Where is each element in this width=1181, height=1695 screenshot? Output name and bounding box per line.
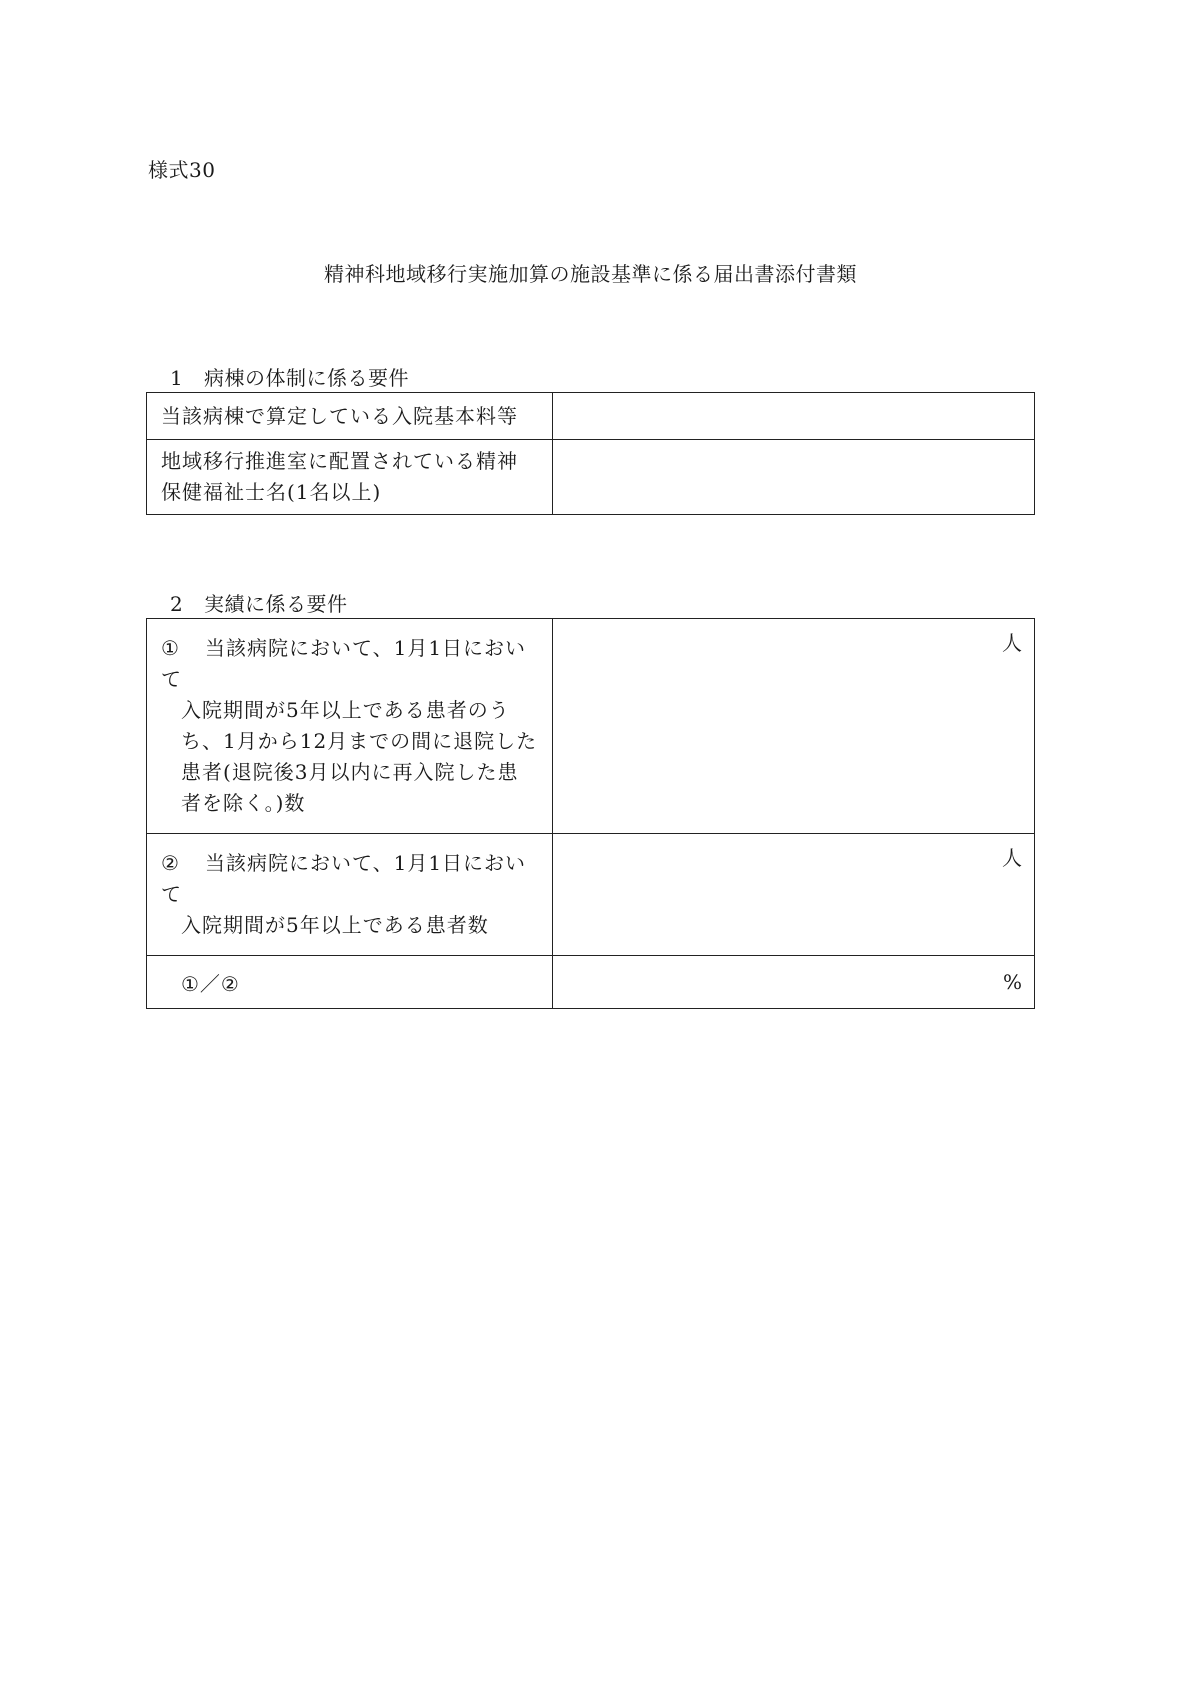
basic-fee-label: 当該病棟で算定している入院基本料等	[161, 403, 518, 428]
discharged-line2: 入院期間が5年以上である患者のう	[181, 698, 510, 722]
table-row	[147, 393, 1035, 440]
psw-label	[147, 440, 552, 514]
row-label	[147, 619, 553, 834]
unit-persons: 人	[1002, 631, 1022, 655]
psw-label-line1: 地域移行推進室に配置されている精神	[161, 449, 518, 473]
long-stay-patients-label	[147, 834, 552, 955]
table-row	[147, 619, 1035, 834]
section1-title: 病棟の体制に係る要件	[204, 366, 409, 390]
section2-number: 2	[170, 592, 184, 616]
row-label	[147, 834, 553, 956]
table-row	[147, 956, 1035, 1009]
ratio-value-field[interactable]	[553, 956, 1035, 1009]
item-marker-1: ①	[161, 636, 180, 660]
psw-name-value-field[interactable]	[553, 440, 1035, 515]
row-label	[147, 440, 553, 515]
discharged-count-field[interactable]	[553, 619, 1035, 834]
section1-heading	[170, 362, 409, 391]
discharged-line1: 当該病院において、1月1日において	[161, 636, 527, 691]
discharged-patients-label	[147, 619, 552, 833]
table-row	[147, 440, 1035, 515]
section2-title: 実績に係る要件	[204, 592, 348, 616]
section2-heading	[170, 588, 348, 617]
discharged-line5: 者を除く。)数	[181, 791, 306, 815]
document-title: 精神科地域移行実施加算の施設基準に係る届出書添付書類	[324, 262, 857, 286]
section2-table	[146, 618, 1035, 1009]
row-label	[147, 956, 553, 1009]
section1-number: 1	[170, 366, 184, 390]
unit-percent: %	[1002, 970, 1022, 994]
long-stay-line1: 当該病院において、1月1日において	[161, 851, 527, 906]
long-stay-count-field[interactable]	[553, 834, 1035, 956]
unit-persons: 人	[1002, 846, 1022, 870]
section1-table	[146, 392, 1035, 515]
table-row	[147, 834, 1035, 956]
psw-label-line2: 保健福祉士名(1名以上)	[161, 480, 382, 504]
basic-fee-value-field[interactable]	[553, 393, 1035, 440]
row-label	[147, 393, 553, 440]
form-number: 様式30	[148, 158, 216, 182]
item-marker-2: ②	[161, 851, 180, 875]
ratio-label: ①／②	[181, 971, 240, 996]
discharged-line4: 患者(退院後3月以内に再入院した患	[181, 760, 519, 784]
discharged-line3: ち、1月から12月までの間に退院した	[181, 729, 538, 753]
long-stay-line2: 入院期間が5年以上である患者数	[181, 913, 489, 937]
